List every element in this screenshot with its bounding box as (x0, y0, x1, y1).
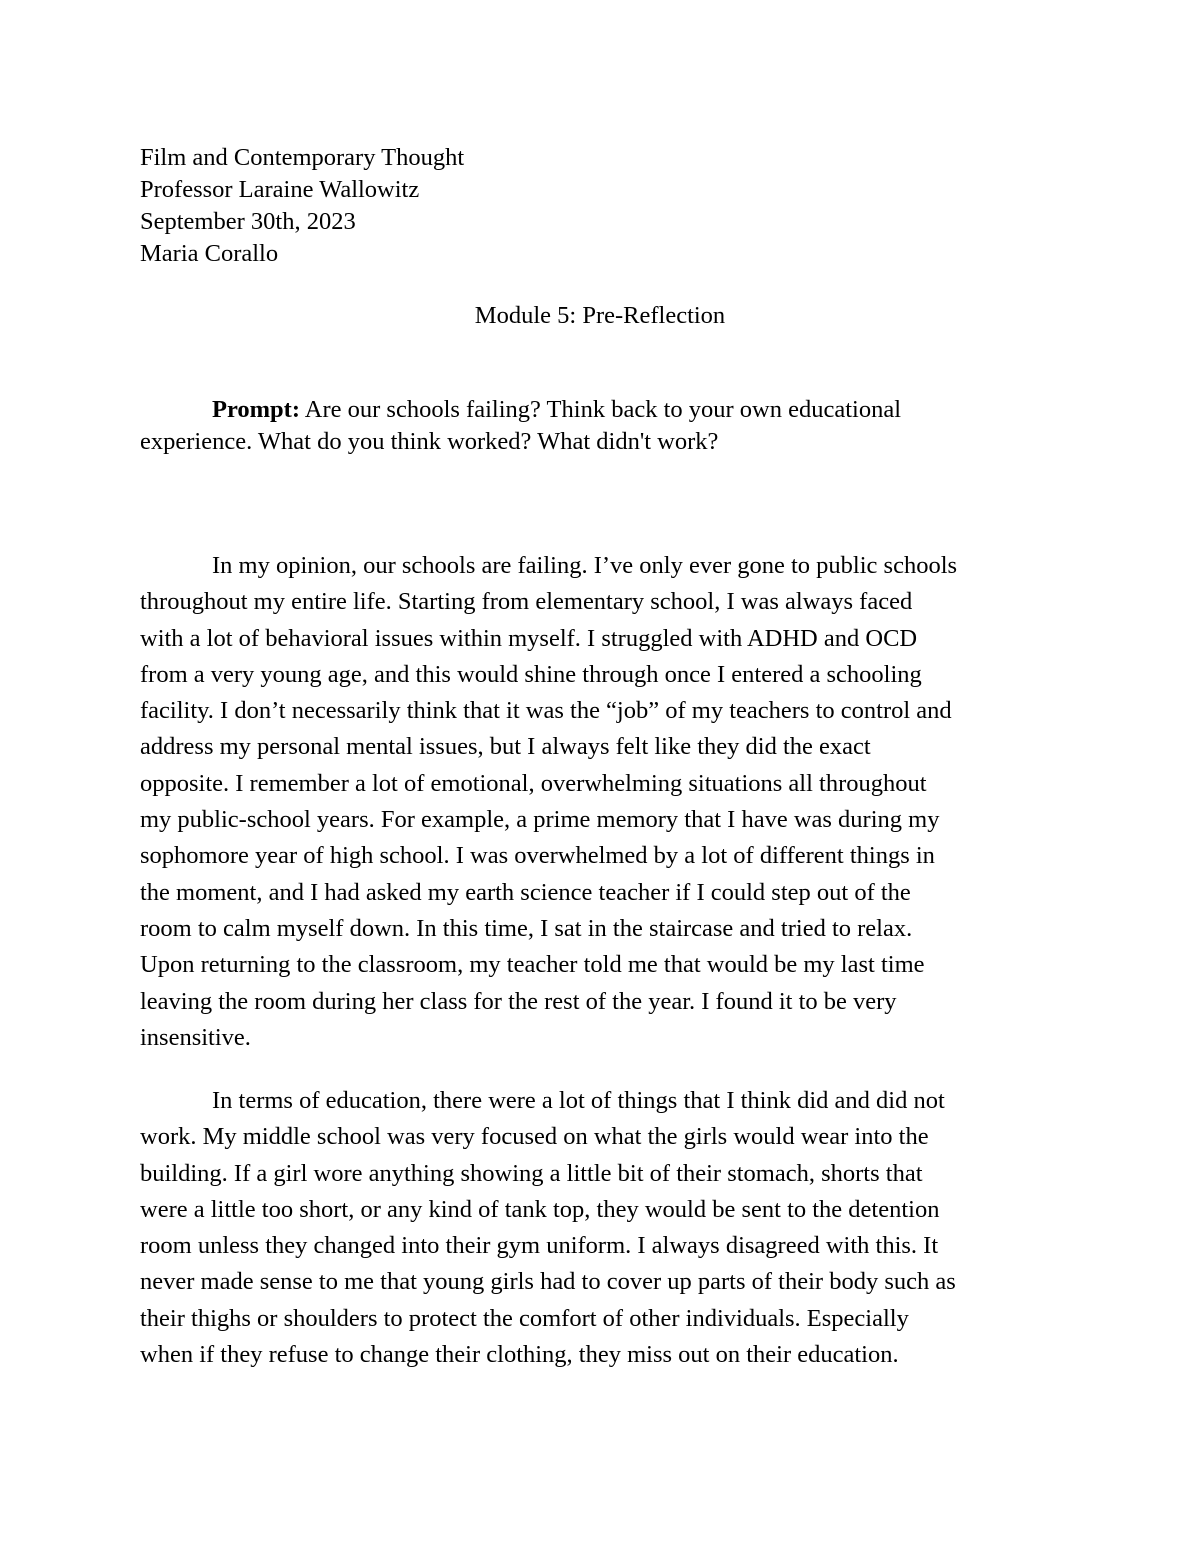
paragraph-line: In terms of education, there were a lot of things that I think did and did not (212, 1087, 945, 1114)
paragraph-line: work. My middle school was very focused on what the girls would wear into the (140, 1123, 929, 1151)
paragraph-line: insensitive. (140, 1023, 251, 1051)
paragraph-line: the moment, and I had asked my earth science teacher if I could step out of the (140, 878, 911, 906)
paragraph-line: my public-school years. For example, a prime memory that I have was during my (140, 806, 940, 834)
prompt-block (140, 394, 1060, 458)
prompt-label: Prompt: (212, 396, 300, 423)
author-name: Maria Corallo (140, 240, 279, 267)
paragraph-line: facility. I don’t necessarily think that it was the “job” of my teachers to control and (140, 697, 952, 725)
prompt-line (140, 394, 1060, 426)
prompt-line: experience. What do you think worked? What didn't work? (140, 428, 719, 455)
paragraph-line: In my opinion, our schools are failing. I’ve only ever gone to public schools (212, 552, 958, 579)
paragraph-line: sophomore year of high school. I was overwhelmed by a lot of different things in (140, 842, 935, 870)
paragraph-line: room to calm myself down. In this time, I sat in the staircase and tried to relax. (140, 914, 913, 942)
paragraph-line: room unless they changed into their gym uniform. I always disagreed with this. It (140, 1232, 939, 1260)
document-title: Module 5: Pre-Reflection (474, 302, 726, 329)
paragraph-line: Upon returning to the classroom, my teacher told me that would be my last time (140, 951, 925, 979)
paragraph-line: were a little too short, or any kind of tank top, they would be sent to the detention (140, 1195, 940, 1223)
paragraph-line: never made sense to me that young girls had to cover up parts of their body such as (140, 1268, 956, 1296)
body-paragraph (140, 548, 1060, 1056)
document-date: September 30th, 2023 (140, 208, 356, 235)
paragraph-line: address my personal mental issues, but I always felt like they did the exact (140, 733, 871, 761)
paragraph-line: opposite. I remember a lot of emotional, overwhelming situations all throughout (140, 769, 927, 797)
course-name: Film and Contemporary Thought (140, 144, 465, 171)
paragraph-line: from a very young age, and this would shine through once I entered a schooling (140, 660, 922, 688)
prompt-text: Are our schools failing? Think back to your own educational (304, 396, 902, 423)
paragraph-line: throughout my entire life. Starting from elementary school, I was always faced (140, 588, 913, 616)
paragraph-line: building. If a girl wore anything showing a little bit of their stomach, shorts that (140, 1159, 923, 1187)
paragraph-line: their thighs or shoulders to protect the comfort of other individuals. Especially (140, 1304, 909, 1332)
professor-name: Professor Laraine Wallowitz (140, 176, 420, 203)
paragraph-line: leaving the room during her class for the rest of the year. I found it to be very (140, 987, 897, 1015)
body-paragraph (140, 1083, 1060, 1373)
paragraph-line: when if they refuse to change their clothing, they miss out on their education. (140, 1341, 899, 1369)
document-header (140, 142, 1060, 270)
paragraph-line: with a lot of behavioral issues within myself. I struggled with ADHD and OCD (140, 624, 918, 652)
